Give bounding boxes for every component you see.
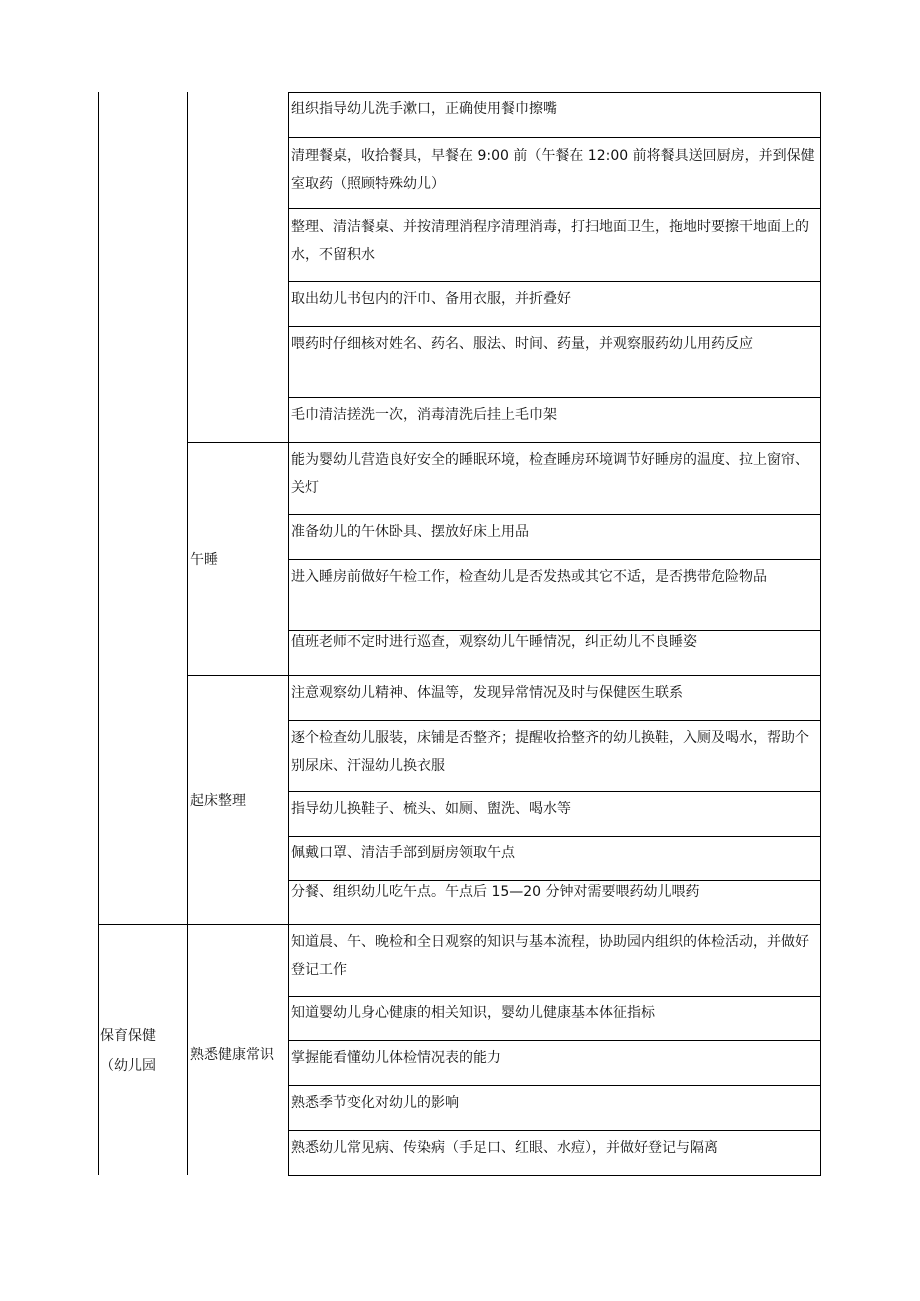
table-cell-item: 逐个检查幼儿服装，床铺是否整齐；提醒收拾整齐的幼儿换鞋，入厕及喝水，帮助个别尿床、汗湿幼儿换衣服 bbox=[291, 730, 809, 774]
table-cell-item: 熟悉季节变化对幼儿的影响 bbox=[291, 1095, 459, 1111]
category-label: 熟悉健康常识 bbox=[190, 1047, 274, 1063]
table-cell-item: 知道晨、午、晚检和全日观察的知识与基本流程，协助园内组织的体检活动，并做好登记工作 bbox=[291, 934, 809, 978]
row-line bbox=[288, 92, 821, 93]
group-label-line-1: 保育保健 bbox=[100, 1028, 156, 1044]
row-line bbox=[288, 1175, 821, 1176]
row-line bbox=[288, 326, 821, 327]
table-border-left bbox=[98, 92, 99, 1175]
table-cell-item: 喂药时仔细核对姓名、药名、服法、时间、药量，并观察服药幼儿用药反应 bbox=[291, 336, 753, 352]
row-line bbox=[288, 559, 821, 560]
row-line bbox=[288, 281, 821, 282]
table-cell-item: 能为婴幼儿营造良好安全的睡眠环境，检查睡房环境调节好睡房的温度、拉上窗帘、关灯 bbox=[291, 452, 809, 496]
row-line bbox=[288, 720, 821, 721]
section-line bbox=[187, 442, 821, 443]
table-cell-item: 值班老师不定时进行巡查，观察幼儿午睡情况，纠正幼儿不良睡姿 bbox=[291, 634, 697, 650]
table-cell-item: 掌握能看懂幼儿体检情况表的能力 bbox=[291, 1050, 501, 1066]
row-line bbox=[288, 397, 821, 398]
table-cell-item: 取出幼儿书包内的汗巾、备用衣服，并折叠好 bbox=[291, 291, 571, 307]
table-cell-item: 清理餐桌，收拾餐具，早餐在 9:00 前（午餐在 12:00 前将餐具送回厨房，并到保健室取药（照顾特殊幼儿） bbox=[291, 148, 815, 192]
table-divider-1 bbox=[187, 92, 188, 1175]
category-label: 起床整理 bbox=[190, 793, 246, 809]
group-label-line-2: （幼儿园 bbox=[100, 1058, 156, 1074]
table-cell-item: 进入睡房前做好午检工作，检查幼儿是否发热或其它不适，是否携带危险物品 bbox=[291, 569, 767, 585]
table-divider-2 bbox=[288, 92, 289, 1175]
row-line bbox=[288, 1130, 821, 1131]
row-line bbox=[288, 1040, 821, 1041]
row-line bbox=[288, 208, 821, 209]
row-line bbox=[288, 1085, 821, 1086]
category-label: 午睡 bbox=[190, 552, 218, 568]
table-cell-item: 注意观察幼儿精神、体温等，发现异常情况及时与保健医生联系 bbox=[291, 685, 683, 701]
row-line bbox=[288, 996, 821, 997]
table-cell-item: 知道婴幼儿身心健康的相关知识，婴幼儿健康基本体征指标 bbox=[291, 1005, 655, 1021]
table-cell-item: 指导幼儿换鞋子、梳头、如厕、盥洗、喝水等 bbox=[291, 801, 571, 817]
row-line bbox=[288, 791, 821, 792]
table-border-right bbox=[820, 92, 821, 1176]
table-cell-item: 佩戴口罩、清洁手部到厨房领取午点 bbox=[291, 845, 515, 861]
table-cell-item: 熟悉幼儿常见病、传染病（手足口、红眼、水痘），并做好登记与隔离 bbox=[291, 1140, 718, 1156]
table-cell-item: 毛巾清洁搓洗一次，消毒清洗后挂上毛巾架 bbox=[291, 407, 557, 423]
table-cell-item: 准备幼儿的午休卧具、摆放好床上用品 bbox=[291, 524, 529, 540]
row-line bbox=[288, 514, 821, 515]
table-cell-item: 组织指导幼儿洗手漱口，正确使用餐巾擦嘴 bbox=[291, 101, 557, 117]
row-line bbox=[288, 137, 821, 138]
table-cell-item: 分餐、组织幼儿吃午点。午点后 15—20 分钟对需要喂药幼儿喂药 bbox=[291, 884, 700, 900]
table-cell-item: 整理、清洁餐桌、并按清理消程序清理消毒，打扫地面卫生，拖地时要擦干地面上的水，不留积水 bbox=[291, 219, 809, 263]
row-line bbox=[288, 836, 821, 837]
section-line bbox=[98, 924, 821, 925]
section-line bbox=[187, 675, 821, 676]
